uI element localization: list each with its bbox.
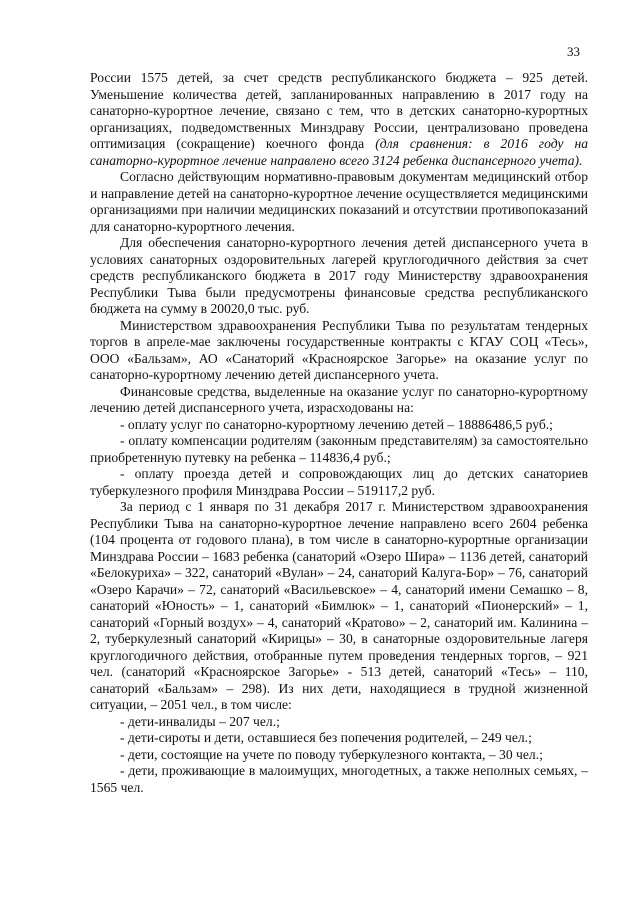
list-item: - дети-сироты и дети, оставшиеся без попечения родителей, – 249 чел.; <box>120 730 532 745</box>
document-body <box>90 70 588 796</box>
list-item: - оплату компенсации родителям (законным представителям) за самостоятельно приобретенную путевку на ребенка – 114836,4 руб.; <box>90 433 588 465</box>
paragraph-5: Финансовые средства, выделенные на оказание услуг по санаторно-курортному лечению детей диспансерного учета, израсходованы на: <box>90 383 588 415</box>
paragraph-2: Согласно действующим нормативно-правовым документам медицинский отбор и направление детей на санаторно-курортное лечение осуществляется медицинскими организациями при наличии медицинских показаний и отсутствии противопоказаний для санаторно-курортного лечения. <box>90 169 588 234</box>
page-number: 33 <box>567 44 580 59</box>
list-item: - дети-инвалиды – 207 чел.; <box>120 713 280 729</box>
paragraph-4: Министерством здравоохранения Республики Тыва по результатам тендерных торгов в апреле-мае заключены государственные контракты с КГАУ СОЦ «Тесь», ООО «Бальзам», АО «Санаторий «Красноярское Загорье» на оказание услуг по санаторно-курортному лечению детей диспансерного учета. <box>90 317 588 382</box>
paragraph-6: За период с 1 января по 31 декабря 2017 г. Министерством здравоохранения Республики Тыва на санаторно-курортное лечение направлено всего 2604 ребенка (104 процента от годового плана), в том числе в санаторно-курортные организации Минздрава России – 1683 ребенка (санаторий «Озеро Шира» – 1136 детей, санаторий «Белокуриха» – 322, санаторий «Вулан» – 24, санаторий Калуга-Бор» – 76, санаторий «Озеро Карачи» – 72, санаторий «Васильевское» – 4, санаторий имени Семашко – 8, санаторий «Юность» – 1, санаторий «Бимлюк» – 1, санаторий «Пионерский» – 1, санаторий «Горный воздух» – 4, санаторий «Кратово» – 2, санаторий им. Калинина – 2, туберкулезный санаторий «Кирицы» – 30, в санаторные оздоровительные лагеря круглогодичного действия, отобранные путем проведения тендерных торгов, – 921 чел. (санаторий «Красноярское Загорье» - 513 детей, санаторий «Тесь» – 110, санаторий «Бальзам» – 298). Из них дети, находящиеся в трудной жизненной ситуации, – 2051 чел., в том числе: <box>90 499 588 712</box>
paragraph-1-italic-note: (для сравнения: в 2016 году на санаторно-курортное лечение направлено всего 3124 ребенка диспансерного учета). <box>90 136 588 168</box>
paragraph-3: Для обеспечения санаторно-курортного лечения детей диспансерного учета в условиях санаторных оздоровительных лагерей круглогодичного действия за счет средств республиканского бюджета в 2017 году Министерству здравоохранения Республики Тыва были предусмотрены финансовые средства республиканского бюджета на сумму в 20020,0 тыс. руб. <box>90 235 588 316</box>
list-item: - дети, состоящие на учете по поводу туберкулезного контакта, – 30 чел.; <box>120 746 543 762</box>
list-item: - оплату услуг по санаторно-курортному лечению детей – 18886486,5 руб.; <box>120 416 553 432</box>
paragraph-1-text: России 1575 детей, за счет средств республиканского бюджета – 925 детей. Уменьшение количества детей, запланированных направлению в 2017 году на санаторно-курортное лечение, связано с тем, что в детских санаторно-курортных организациях, подведомственных Минздраву России, централизовано проведена оптимизация (сокращение) коечного фонда <box>90 70 588 151</box>
list-item: - оплату проезда детей и сопровождающих лиц до детских санаториев туберкулезного профиля Минздрава России – 519117,2 руб. <box>90 466 588 498</box>
list-item: - дети, проживающие в малоимущих, многодетных, а также неполных семьях, – 1565 чел. <box>90 763 588 795</box>
paragraph-1 <box>90 70 588 169</box>
